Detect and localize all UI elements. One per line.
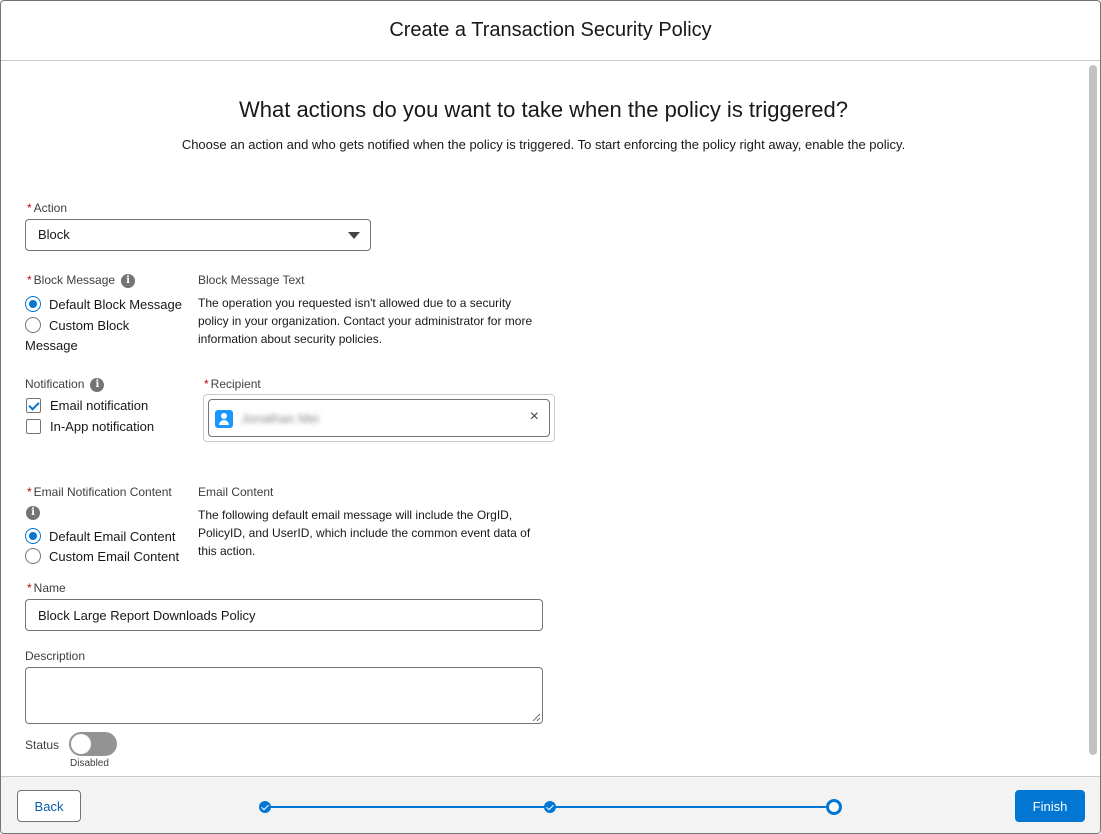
chevron-down-icon bbox=[348, 232, 360, 239]
progress-step-3-current-icon[interactable] bbox=[826, 799, 842, 815]
recipient-lookup[interactable] bbox=[203, 394, 555, 442]
required-marker: * bbox=[27, 485, 32, 499]
required-marker: * bbox=[27, 581, 32, 595]
description-label: Description bbox=[25, 649, 86, 663]
vertical-scrollbar[interactable] bbox=[1089, 65, 1097, 755]
modal-header bbox=[1, 1, 1100, 61]
back-button[interactable]: Back bbox=[17, 790, 81, 822]
progress-track-2 bbox=[554, 806, 830, 808]
description-textarea[interactable] bbox=[25, 667, 543, 724]
required-marker: * bbox=[27, 273, 32, 287]
recipient-name: Jonathan Mei bbox=[241, 411, 320, 426]
email-content-text: The following default email message will include the OrgID, PolicyID, and UserID, which include the common event data of this action. bbox=[198, 508, 531, 558]
recipient-label: * Recipient bbox=[204, 377, 261, 391]
resize-handle-icon[interactable] bbox=[532, 713, 540, 721]
radio-button[interactable] bbox=[25, 296, 41, 312]
checkbox-in-app-notification[interactable]: In-App notification bbox=[26, 419, 154, 434]
status-toggle-state: Disabled bbox=[70, 758, 109, 769]
page-subheading: Choose an action and who gets notified when the policy is triggered. To start enforcing the policy right away, enable the policy. bbox=[181, 137, 906, 152]
email-content-label: * Email Notification Content bbox=[27, 485, 172, 499]
progress-step-1-check-icon[interactable] bbox=[259, 801, 271, 813]
recipient-pill[interactable] bbox=[208, 399, 550, 437]
radio-custom-block-message[interactable]: Custom Block bbox=[25, 317, 149, 333]
required-marker: * bbox=[204, 377, 209, 391]
checkbox[interactable] bbox=[26, 398, 41, 413]
page-heading: What actions do you want to take when the policy is triggered? bbox=[238, 97, 848, 122]
info-icon[interactable]: i bbox=[26, 506, 40, 520]
checkbox[interactable] bbox=[26, 419, 41, 434]
action-select[interactable] bbox=[25, 219, 371, 251]
name-label: * Name bbox=[27, 581, 66, 595]
close-icon[interactable]: × bbox=[529, 408, 539, 425]
radio-button[interactable] bbox=[25, 528, 41, 544]
modal-title: Create a Transaction Security Policy bbox=[389, 19, 712, 41]
radio-custom-block-message-wrap: Message bbox=[25, 338, 78, 353]
info-icon[interactable]: i bbox=[121, 274, 135, 288]
user-icon bbox=[215, 410, 233, 428]
action-select-value: Block bbox=[38, 227, 70, 242]
status-toggle[interactable] bbox=[69, 732, 117, 756]
toggle-knob bbox=[71, 734, 91, 754]
notification-label: Notification i bbox=[25, 377, 104, 392]
email-content-text-label: Email Content bbox=[198, 485, 274, 499]
modal-body bbox=[1, 61, 1100, 776]
action-label: * Action bbox=[27, 201, 68, 215]
radio-button[interactable] bbox=[25, 548, 41, 564]
block-message-text: The operation you requested isn't allowed due to a security policy in your organization. Contact your administrator for more information about security policies. bbox=[198, 296, 533, 346]
radio-default-email-content[interactable]: Default Email Content bbox=[25, 528, 175, 544]
radio-button[interactable] bbox=[25, 317, 41, 333]
radio-default-block-message[interactable]: Default Block Message bbox=[25, 296, 182, 312]
info-icon[interactable]: i bbox=[90, 378, 104, 392]
checkbox-email-notification[interactable]: Email notification bbox=[26, 398, 148, 413]
name-input[interactable]: Block Large Report Downloads Policy bbox=[25, 599, 543, 631]
radio-custom-email-content[interactable]: Custom Email Content bbox=[25, 548, 179, 564]
block-message-label: * Block Message i bbox=[27, 273, 135, 288]
progress-track-1 bbox=[269, 806, 545, 808]
modal-footer bbox=[1, 776, 1100, 833]
required-marker: * bbox=[27, 201, 32, 215]
progress-step-2-check-icon[interactable] bbox=[544, 801, 556, 813]
block-message-text-label: Block Message Text bbox=[198, 273, 305, 287]
finish-button[interactable]: Finish bbox=[1015, 790, 1085, 822]
status-label: Status bbox=[25, 738, 60, 752]
